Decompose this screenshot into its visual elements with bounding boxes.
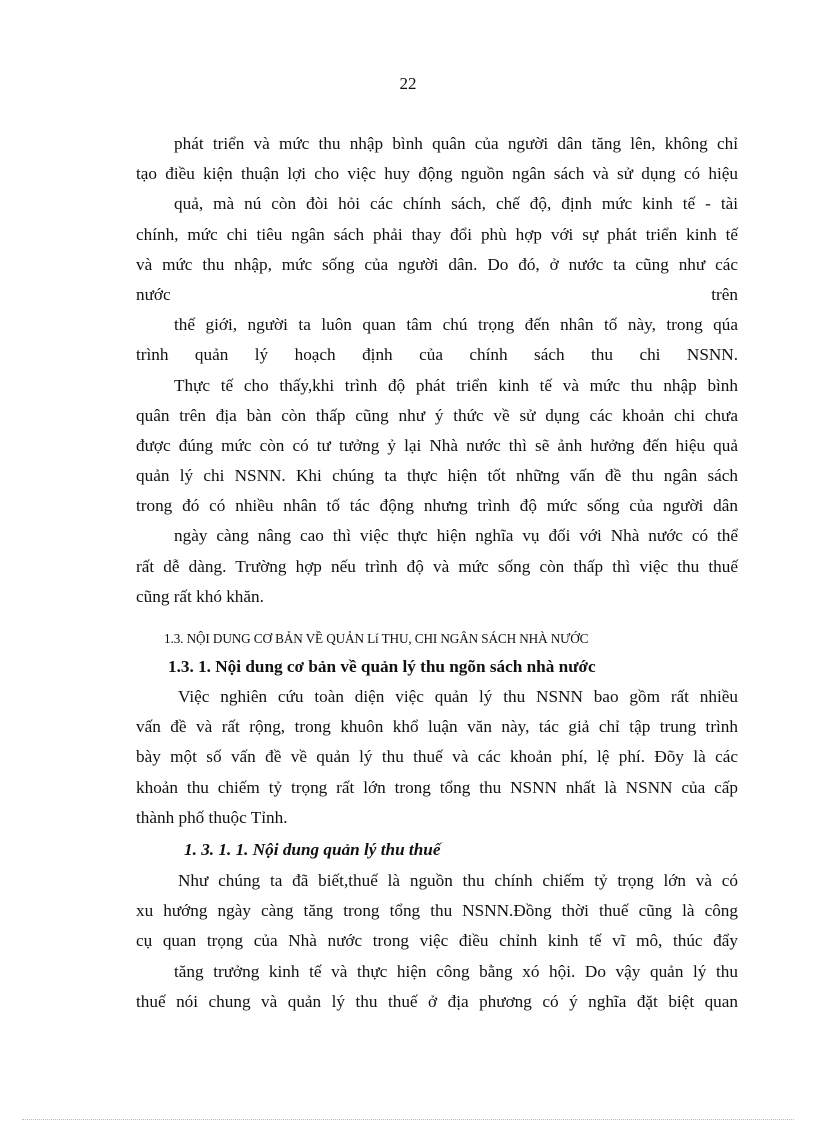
text-line: xu hướng ngày càng tăng trong tổng thu NSNN.Đồng thời thuế cũng là công xyxy=(136,901,738,921)
sub-heading: 1.3. 1. Nội dung cơ bản về quản lý thu ngõn sách nhà nước xyxy=(168,657,596,676)
text-line: được đúng mức còn có tư tưởng ỷ lại Nhà nước thì sẽ ảnh hưởng đến hiệu quả xyxy=(136,435,738,455)
paragraph-3 xyxy=(136,682,738,833)
text-line: Việc nghiên cứu toàn diện việc quản lý thu NSNN bao gồm rất nhiều xyxy=(178,687,738,706)
text-line: thế giới, người ta luôn quan tâm chú trọng đến nhân tố này, trong qúa xyxy=(174,315,738,335)
text-line: quản lý chi NSNN. Khi chúng ta thực hiện tốt những vấn đề thu ngân sách xyxy=(136,466,738,486)
text-line: cụ quan trọng của Nhà nước trong việc điều chỉnh kinh tế vĩ mô, thúc đẩy xyxy=(136,931,738,951)
split-left: nước xyxy=(136,284,171,304)
text-line: khoản thu chiếm tỷ trọng rất lớn trong tổng thu NSNN nhất là NSNN của cấp xyxy=(136,777,738,797)
split-right: trên xyxy=(711,284,738,304)
text-line: thành phố thuộc Tỉnh. xyxy=(136,807,288,827)
text-line: tạo điều kiện thuận lợi cho việc huy động nguồn ngân sách và sử dụng có hiệu xyxy=(136,164,738,184)
paragraph-4 xyxy=(136,866,738,1017)
text-line: cũng rất khó khăn. xyxy=(136,586,264,606)
text-line: tăng trưởng kinh tế và thực hiện công bằng xó hội. Do vậy quản lý thu xyxy=(174,961,738,981)
text-line-split xyxy=(136,280,738,310)
text-line: quả, mà nú còn đòi hỏi các chính sách, chế độ, định mức kinh tế - tài xyxy=(174,194,738,214)
text-line: Như chúng ta đã biết,thuế là nguồn thu chính chiếm tỷ trọng lớn và có xyxy=(178,870,738,890)
paragraph-1 xyxy=(136,129,738,371)
page-bottom-rule xyxy=(22,1119,794,1120)
text-line: chính, mức chi tiêu ngân sách phải thay đổi phù hợp với sự phát triển kinh tế xyxy=(136,224,738,244)
text-line: trình quản lý hoạch định của chính sách thu chi NSNN. xyxy=(136,345,738,365)
text-line: thuế nói chung và quản lý thu thuế ở địa phương có ý nghĩa đặt biệt quan xyxy=(136,991,738,1011)
document-body xyxy=(136,129,738,1017)
text-line: ngày càng nâng cao thì việc thực hiện nghĩa vụ đối với Nhà nước có thể xyxy=(174,526,738,546)
text-line: bày một số vấn đề về quản lý thu thuế và các khoản phí, lệ phí. Đõy là các xyxy=(136,747,738,767)
text-line: Thực tế cho thấy,khi trình độ phát triển kinh tế và mức thu nhập bình xyxy=(174,375,738,395)
text-line: vấn đề và rất rộng, trong khuôn khổ luận văn này, tác giả chỉ tập trung trình xyxy=(136,717,738,737)
text-line: trong đó có nhiều nhân tố tác động nhưng trình độ mức sống của người dân xyxy=(136,496,738,516)
text-line: quân trên địa bàn còn thấp cũng như ý thức về sử dụng các khoản chi chưa xyxy=(136,405,738,425)
paragraph-2 xyxy=(136,371,738,613)
section-heading: 1.3. NỘI DUNG CƠ BẢN VỀ QUẢN Lí THU, CHI NGÂN SÁCH NHÀ NƯỚC xyxy=(164,631,589,646)
subsub-heading: 1. 3. 1. 1. Nội dung quản lý thu thuế xyxy=(184,839,441,859)
text-line: và mức thu nhập, mức sống của người dân. Do đó, ở nước ta cũng như các xyxy=(136,254,738,274)
page-number: 22 xyxy=(399,74,417,93)
text-line: phát triển và mức thu nhập bình quân của người dân tăng lên, không chỉ xyxy=(174,134,738,153)
text-line: rất dễ dàng. Trường hợp nếu trình độ và mức sống còn thấp thì việc thu thuế xyxy=(136,556,738,576)
